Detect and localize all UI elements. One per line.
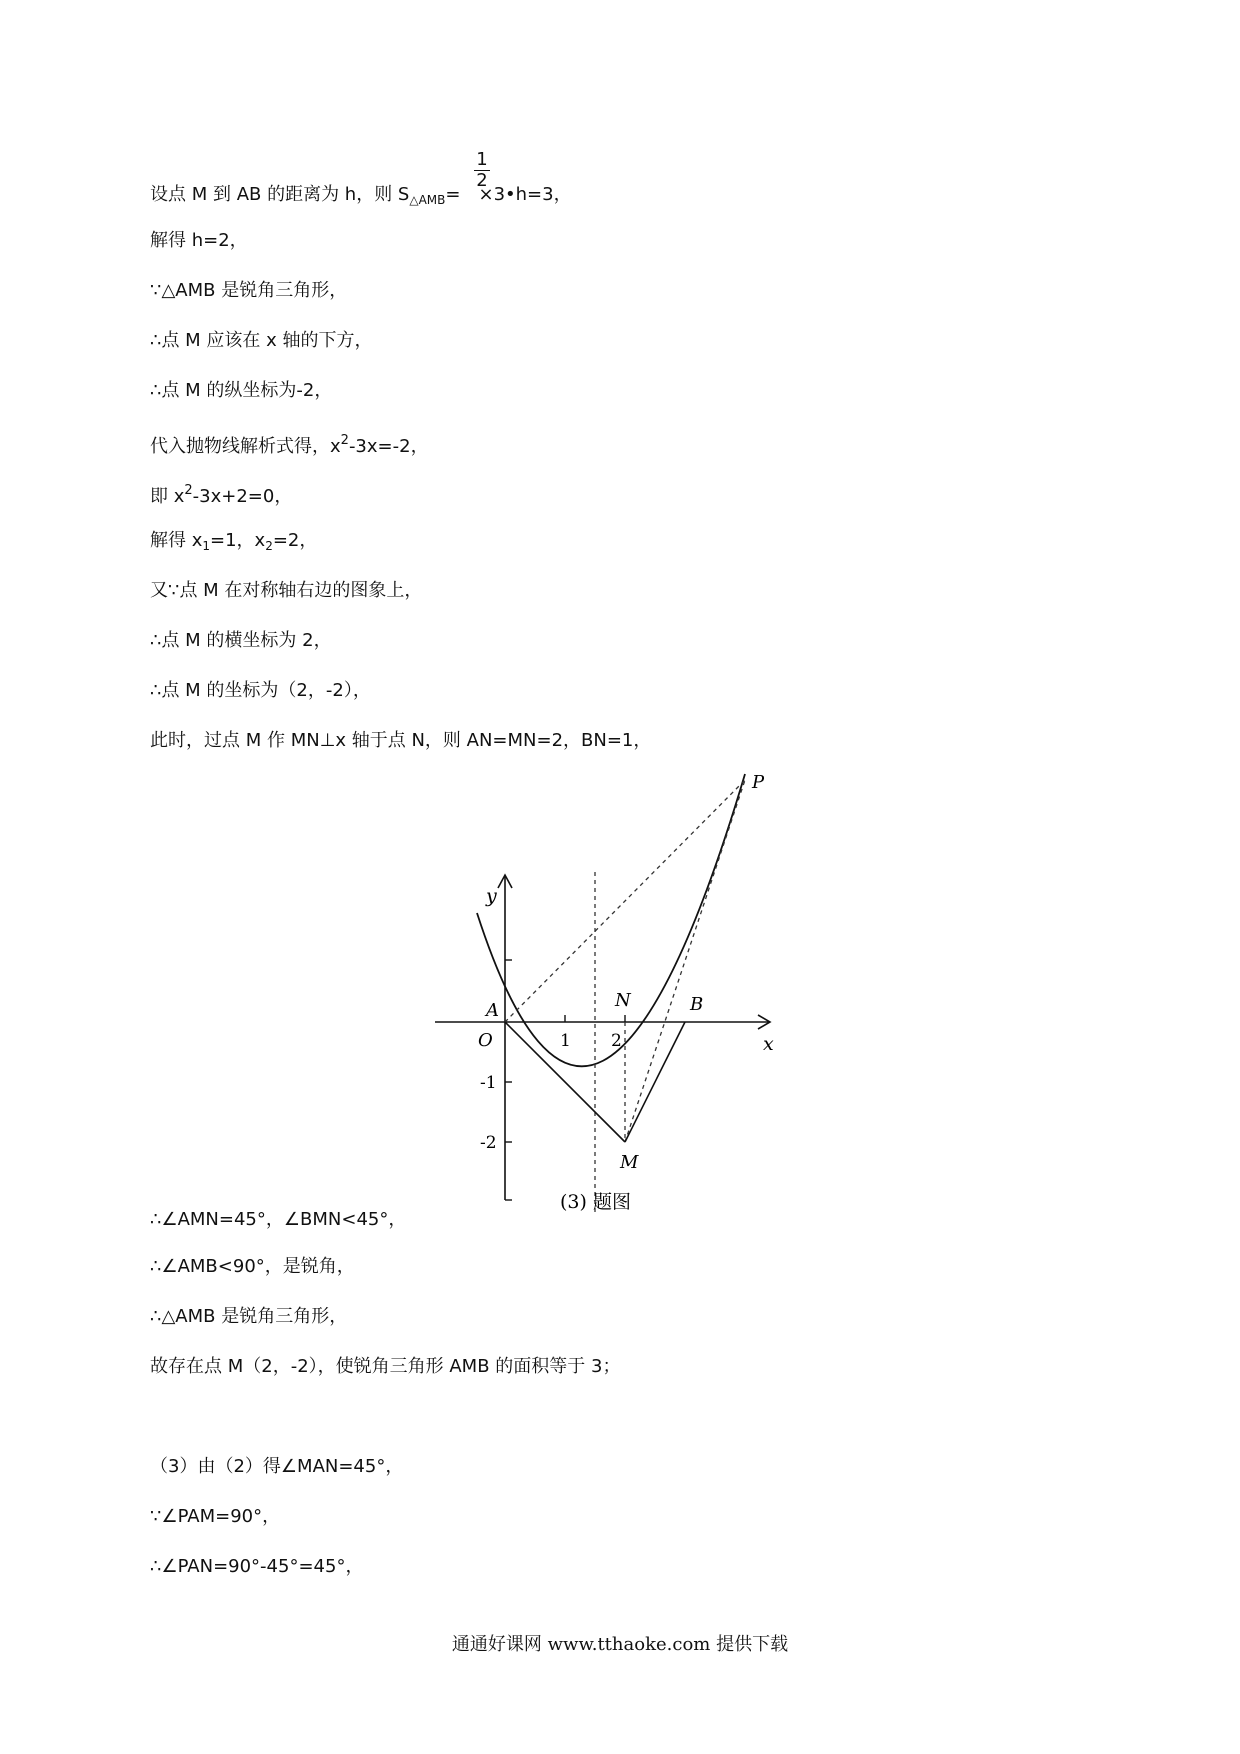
text-line-3: ∵△AMB 是锐角三角形， <box>150 280 348 301</box>
segment-bm <box>625 1022 685 1142</box>
text-line-2: 解得 h=2， <box>150 230 248 251</box>
superscript: 2 <box>184 483 193 498</box>
subscript: △AMB <box>409 193 446 207</box>
text-line-8 <box>150 529 317 558</box>
label-x: x <box>763 1033 774 1055</box>
label-a: A <box>486 1000 499 1021</box>
text-line-5: ∴点 M 的纵坐标为-2， <box>150 380 333 401</box>
label-n: N <box>615 990 631 1011</box>
subscript: 1 <box>202 539 211 553</box>
text-line-7 <box>150 479 292 509</box>
fraction-numerator: 1 <box>474 150 490 171</box>
text-segment: -3x+2=0， <box>192 486 293 507</box>
label-o: O <box>478 1030 493 1051</box>
text-segment: 设点 M 到 AB 的距离为 h，则 S <box>150 184 410 205</box>
text-line-12: 此时，过点 M 作 MN⊥x 轴于点 N，则 AN=MN=2，BN=1， <box>150 730 652 751</box>
text-segment: 即 x <box>150 486 185 507</box>
text-line-15: ∴△AMB 是锐角三角形， <box>150 1306 348 1327</box>
page-footer: 通通好课网 www.tthaoke.com 提供下载 <box>451 1634 789 1655</box>
text-segment: -3x=-2， <box>348 436 429 457</box>
text-line-1 <box>150 183 572 212</box>
label-p: P <box>752 772 765 793</box>
text-line-9: 又∵点 M 在对称轴右边的图象上， <box>150 580 423 601</box>
parabola-figure <box>430 760 780 1215</box>
text-segment: 代入抛物线解析式得，x <box>150 436 341 457</box>
subscript: 2 <box>265 539 273 553</box>
segment-mp <box>625 780 745 1142</box>
figure-caption: (3) 题图 <box>560 1191 631 1213</box>
tick-label-minus-2: -2 <box>480 1133 497 1153</box>
label-y: y <box>486 885 497 907</box>
text-line-11: ∴点 M 的坐标为（2，-2）， <box>150 680 371 701</box>
text-segment: 解得 x <box>150 530 203 551</box>
tick-label-2: 2 <box>611 1031 622 1051</box>
text-segment: = <box>445 184 461 205</box>
text-line-19: ∴∠PAN=90°-45°=45°， <box>150 1556 364 1577</box>
segment-ap <box>505 780 745 1022</box>
tick-label-1: 1 <box>560 1031 571 1051</box>
label-m: M <box>620 1152 639 1173</box>
text-line-16: 故存在点 M（2，-2），使锐角三角形 AMB 的面积等于 3； <box>150 1356 621 1377</box>
text-segment: =1，x <box>210 530 266 551</box>
tick-label-minus-1: -1 <box>480 1073 497 1093</box>
superscript: 2 <box>340 433 349 448</box>
text-line-6 <box>150 429 429 459</box>
text-line-14: ∴∠AMB<90°，是锐角， <box>150 1256 355 1277</box>
text-segment: =2， <box>272 530 318 551</box>
text-segment: ×3•h=3， <box>478 184 572 205</box>
text-line-18: ∵∠PAM=90°， <box>150 1506 281 1527</box>
label-b: B <box>690 994 704 1015</box>
text-line-17: （3）由（2）得∠MAN=45°， <box>150 1456 404 1477</box>
text-line-4: ∴点 M 应该在 x 轴的下方， <box>150 330 373 351</box>
text-line-13: ∴∠AMN=45°，∠BMN<45°， <box>150 1209 407 1230</box>
text-line-10: ∴点 M 的横坐标为 2， <box>150 630 332 651</box>
fraction-denominator: 2 <box>476 170 488 191</box>
